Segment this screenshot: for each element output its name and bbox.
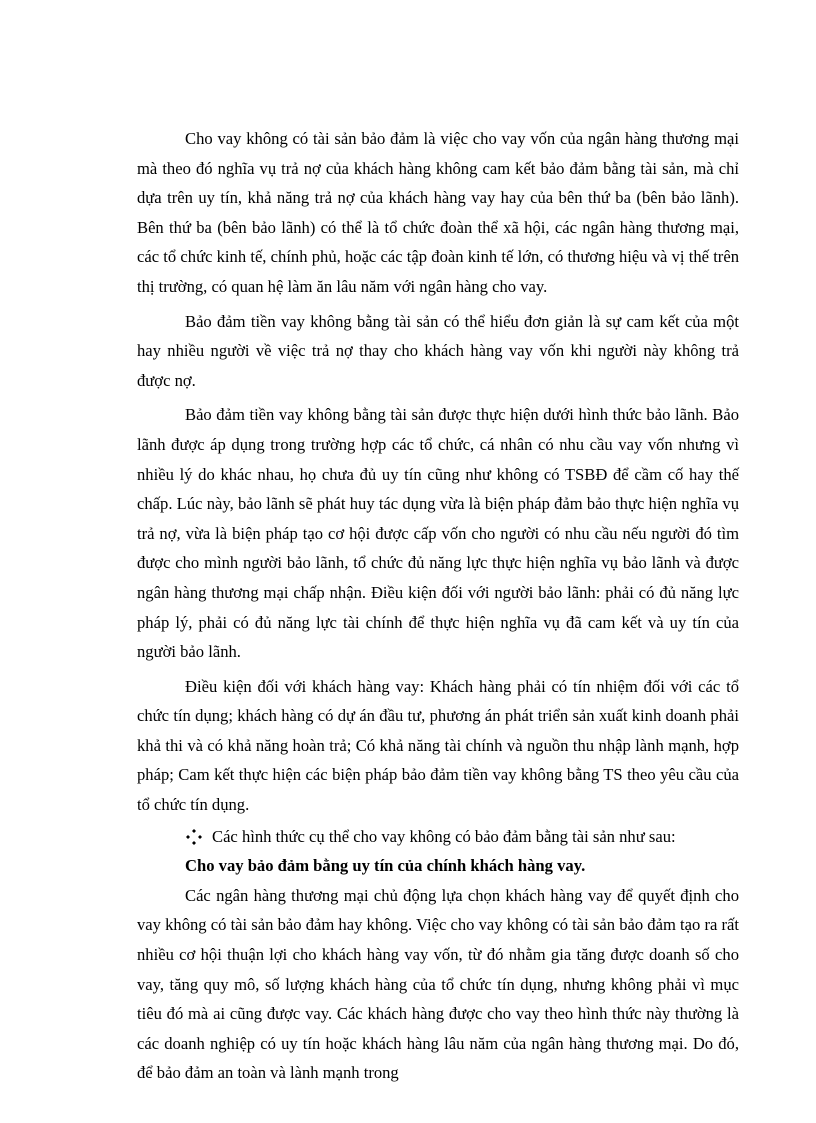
section-heading: Cho vay bảo đảm bằng uy tín của chính khách hàng vay. bbox=[185, 856, 586, 876]
bullet-text: Các hình thức cụ thể cho vay không có bảo đảm bằng tài sản như sau: bbox=[212, 826, 676, 846]
paragraph-guarantee-form: Bảo đảm tiền vay không bằng tài sản được thực hiện dưới hình thức bảo lãnh. Bảo lãnh được áp dụng trong trường hợp các tổ chức, cá nhân có nhu cầu vay vốn nhưng vì nhiều lý do khác nhau, họ chưa đủ uy tín cũng như không có TSBĐ để cầm cố hay thế chấp. Lúc này, bảo lãnh sẽ phát huy tác dụng vừa là biện pháp đảm bảo thực hiện nghĩa vụ trả nợ, vừa là biện pháp tạo cơ hội được cấp vốn cho người có nhu cầu nếu người đó tìm được cho mình người bảo lãnh, tổ chức đủ năng lực thực hiện nghĩa vụ bảo lãnh và được ngân hàng thương mại chấp nhận. Điều kiện đối với người bảo lãnh: phải có đủ năng lực pháp lý, phải có đủ năng lực tài chính để thực hiện nghĩa vụ đã cam kết và uy tín của người bảo lãnh. bbox=[137, 405, 739, 662]
bullet-item bbox=[137, 822, 739, 852]
document-page bbox=[137, 124, 739, 1088]
paragraph-unsecured-loan-definition: Cho vay không có tài sản bảo đảm là việc cho vay vốn của ngân hàng thương mại mà theo đó nghĩa vụ trả nợ của khách hàng không cam kết bảo đảm bằng tài sản, mà chỉ dựa trên uy tín, khả năng trả nợ của khách hàng vay hay của bên thứ ba (bên bảo lãnh). Bên thứ ba (bên bảo lãnh) có thể là tổ chức đoàn thể xã hội, các ngân hàng thương mại, các tổ chức kinh tế, chính phủ, hoặc các tập đoàn kinh tế lớn, có thương hiệu và vị thế trên thị trường, có quan hệ làm ăn lâu năm với ngân hàng cho vay. bbox=[137, 129, 739, 296]
four-diamond-bullet-icon bbox=[185, 828, 203, 846]
paragraph-credit-based-lending: Các ngân hàng thương mại chủ động lựa chọn khách hàng vay để quyết định cho vay không có tài sản bảo đảm hay không. Việc cho vay không có tài sản bảo đảm tạo ra rất nhiều cơ hội thuận lợi cho khách hàng vay vốn, từ đó nhằm gia tăng được doanh số cho vay, tăng quy mô, số lượng khách hàng của tổ chức tín dụng, nhưng không phải vì mục tiêu đó mà ai cũng được vay. Các khách hàng được cho vay theo hình thức này thường là các doanh nghiệp có uy tín hoặc khách hàng lâu năm của ngân hàng thương mại. Do đó, để bảo đảm an toàn và lành mạnh trong bbox=[137, 885, 739, 1083]
paragraph-guarantee-definition: Bảo đảm tiền vay không bằng tài sản có thể hiểu đơn giản là sự cam kết của một hay nhiều người về việc trả nợ thay cho khách hàng vay vốn khi người này không trả được nợ. bbox=[137, 311, 739, 390]
paragraph-borrower-conditions: Điều kiện đối với khách hàng vay: Khách hàng phải có tín nhiệm đối với các tổ chức tín dụng; khách hàng có dự án đầu tư, phương án phát triển sản xuất kinh doanh phải khả thi và có khả năng hoàn trả; Có khả năng tài chính và nguồn thu nhập lành mạnh, hợp pháp; Cam kết thực hiện các biện pháp bảo đảm tiền vay không bằng TS theo yêu cầu của tổ chức tín dụng. bbox=[137, 676, 739, 815]
